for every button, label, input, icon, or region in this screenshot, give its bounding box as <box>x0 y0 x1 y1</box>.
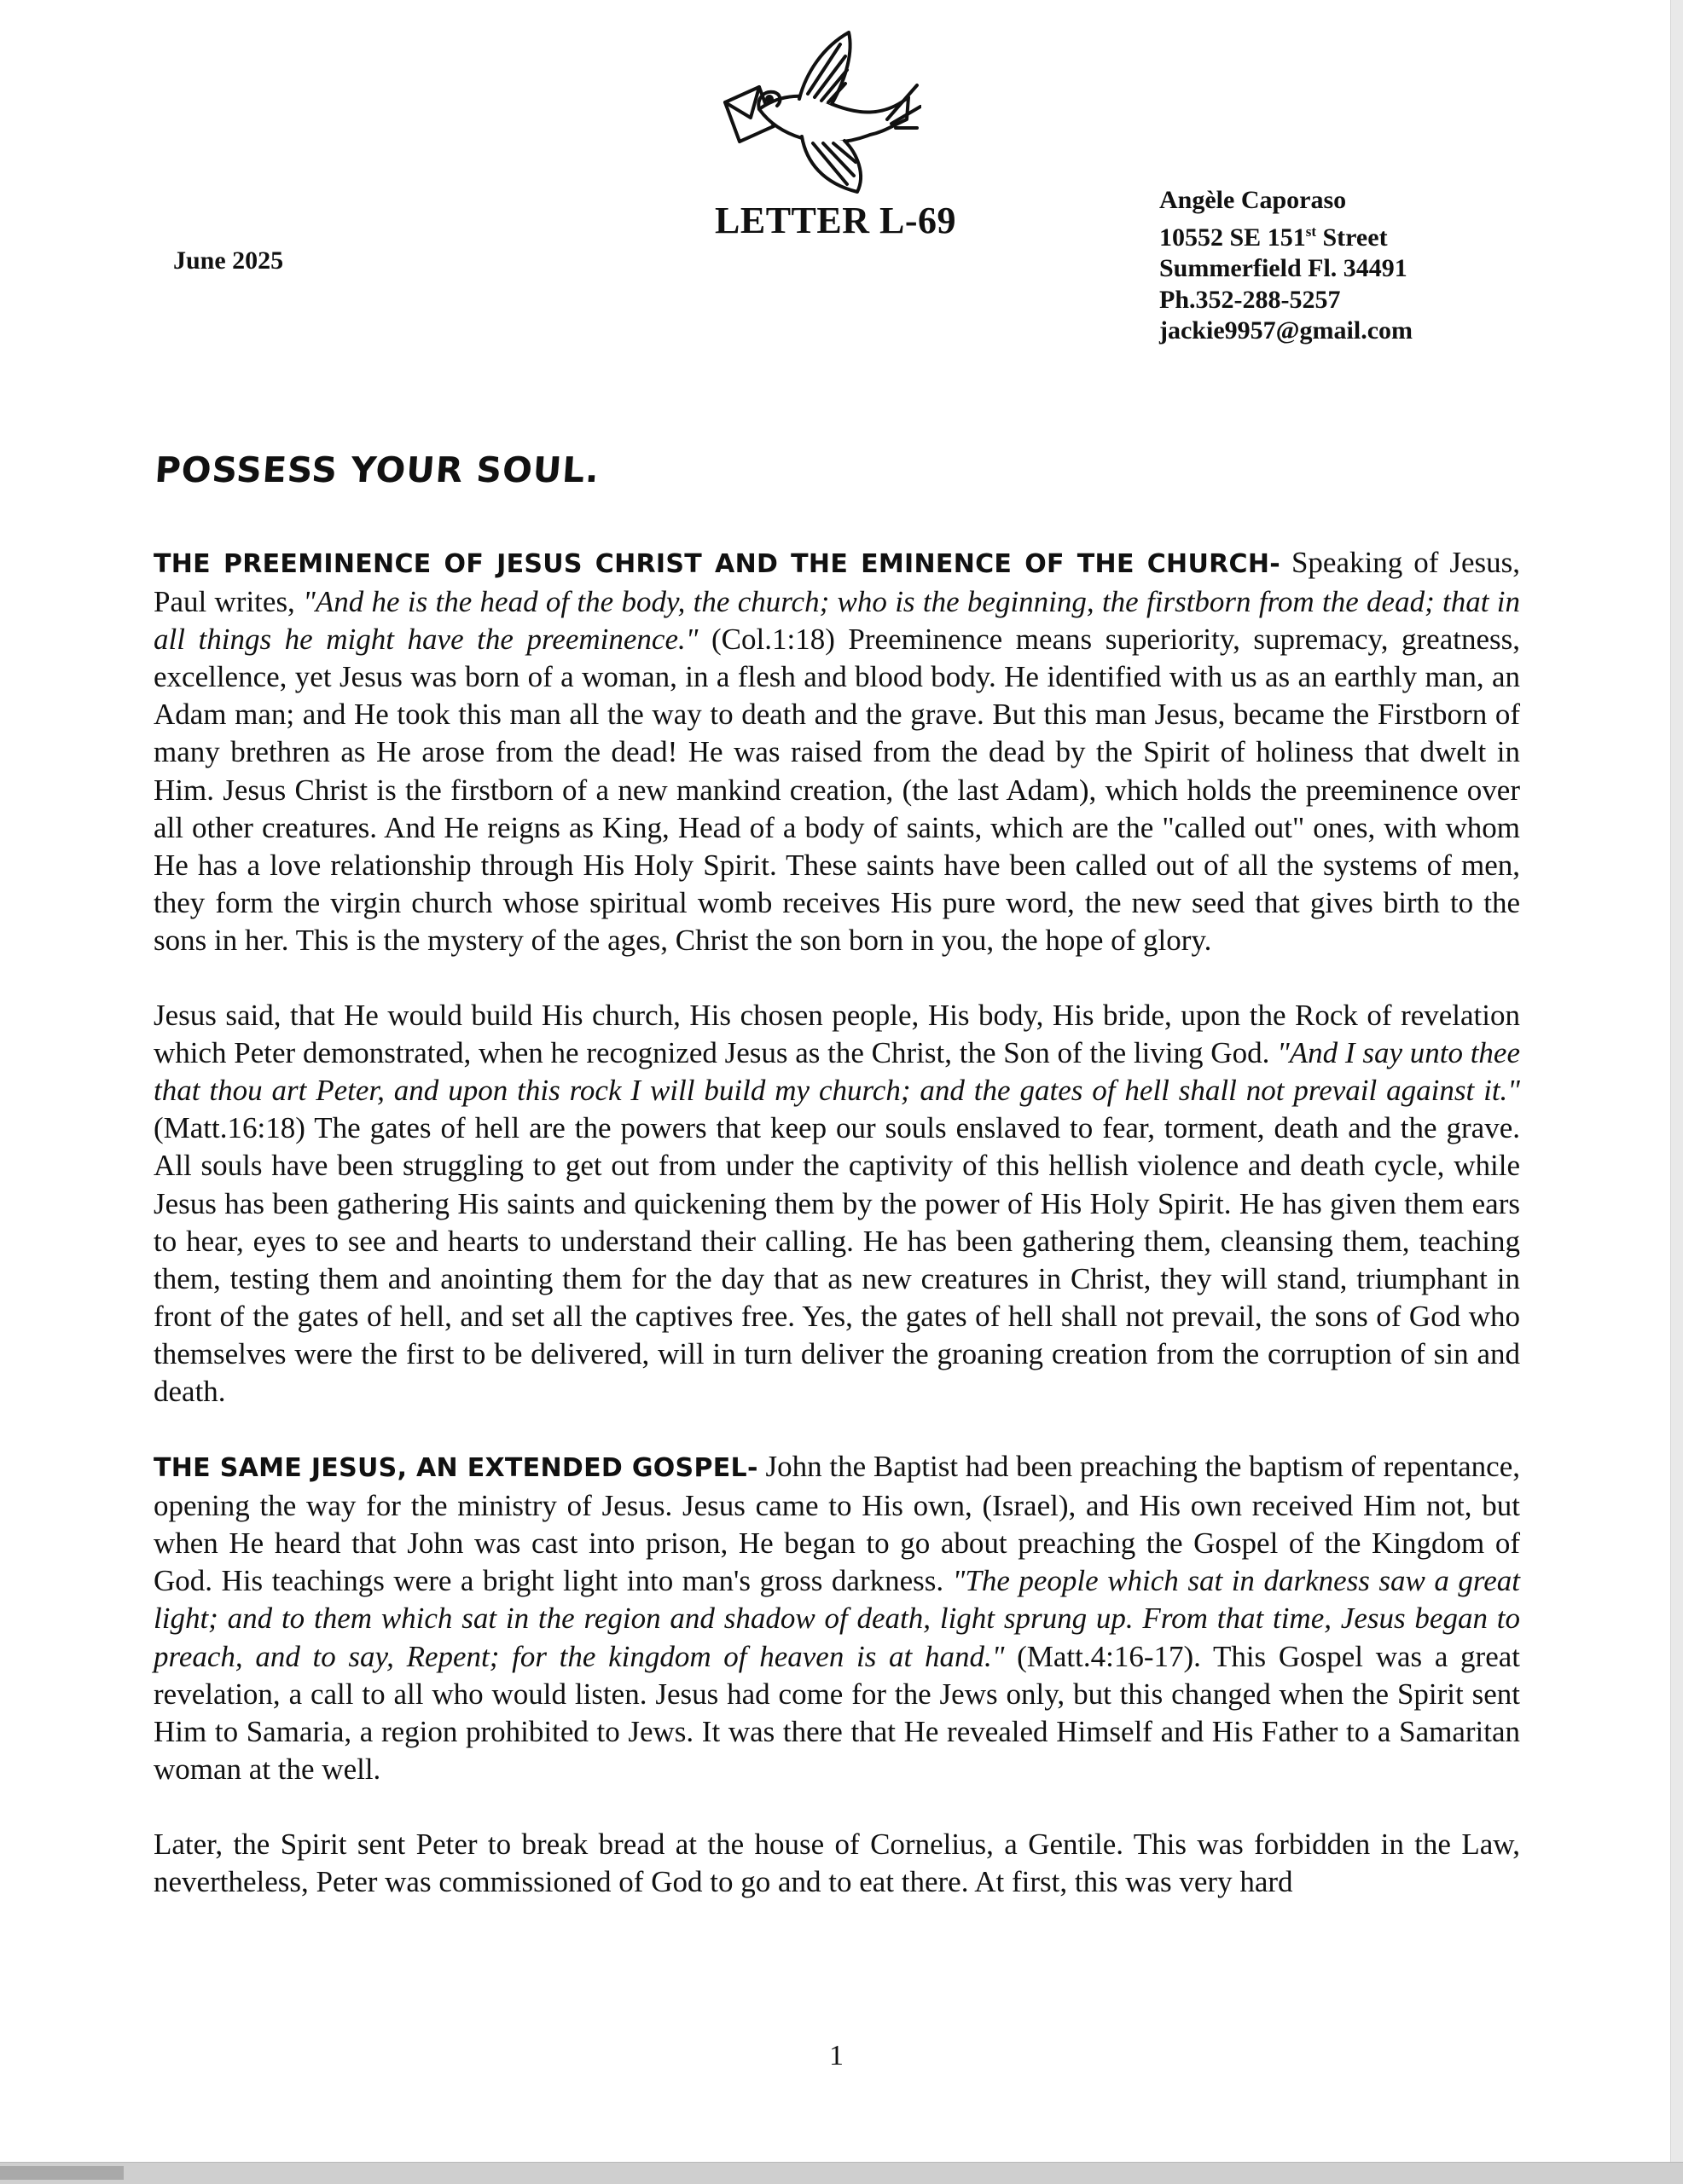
page-number: 1 <box>829 2040 844 2071</box>
document-body <box>154 544 1520 1938</box>
scripture-quote: "The people which sat in darkness saw a great light; and to them which sat in the region and shadow of death, light sprung up. From that time, Jesus began to preach, and to say, Repent; for the kingdom of heaven is at hand." <box>154 1564 1520 1673</box>
sender-address <box>1159 185 1413 347</box>
sender-name: Angèle Caporaso <box>1159 186 1347 214</box>
scripture-quote: "And I say unto thee that thou art Peter, and upon this rock I will build my church; and the gates of hell shall not prevail against it." <box>154 1036 1520 1108</box>
section-heading: THE SAME JESUS, AN EXTENDED GOSPEL- <box>154 1453 758 1484</box>
sender-phone: Ph.352-288-5257 <box>1159 285 1341 314</box>
section-heading: THE PREEMINENCE OF JESUS CHRIST AND THE EMINENCE OF THE CHURCH- <box>154 549 1280 579</box>
letter-date: June 2025 <box>173 246 284 275</box>
sender-email: jackie9957@gmail.com <box>1159 316 1413 345</box>
paragraph: Later, the Spirit sent Peter to break bread at the house of Cornelius, a Gentile. This was forbidden in the Law, nevertheless, Peter was commissioned of God to go and to eat there. At first, this was very hard <box>154 1827 1520 1898</box>
document-title: POSSESS YOUR SOUL. <box>154 449 601 490</box>
paragraph: THE SAME JESUS, AN EXTENDED GOSPEL- John the Baptist had been preaching the baptism of repentance, opening the way for the ministry of Jesus. Jesus came to His own, (Israel), and His own received Him not, but when He heard that John was cast into prison, He began to go about preaching the Gospel of the Kingdom of God. His teachings were a bright light into man's gross darkness. "The people which sat in darkness saw a great light; and to them which sat in the region and shadow of death, light sprung up. From that time, Jesus began to preach, and to say, Repent; for the kingdom of heaven is at hand." (Matt.4:16-17). This Gospel was a great revelation, a call to all who would listen. Jesus had come for the Jews only, but this changed when the Spirit sent Him to Samaria, a region prohibited to Jews. It was there that He revealed Himself and His Father to a Samaritan woman at the well. <box>154 1450 1520 1786</box>
sender-street: 10552 SE 151st Street <box>1159 223 1388 252</box>
paragraph: Jesus said, that He would build His church, His chosen people, His body, His bride, upon the Rock of revelation which Peter demonstrated, when he recognized Jesus as the Christ, the Son of the living God. "And I say unto thee that thou art Peter, and upon this rock I will build my church; and the gates of hell shall not prevail against it." (Matt.16:18) The gates of hell are the powers that keep our souls enslaved to fear, torment, death and the grave. All souls have been struggling to get out from under the captivity of this hellish violence and death cycle, while Jesus has been gathering His saints and quickening them by the power of His Holy Spirit. He has given them ears to hear, eyes to see and hearts to understand their calling. He has been gathering them, cleansing them, teaching them, testing them and anointing them for the day that as new creatures in Christ, they will stand, triumphant in front of the gates of hell, and set all the captives free. Yes, the gates of hell shall not prevail, the sons of God who themselves were the first to be delivered, will in turn deliver the groaning creation from the corruption of sin and death. <box>154 999 1520 1408</box>
sender-city: Summerfield Fl. 34491 <box>1159 254 1407 282</box>
paragraph: THE PREEMINENCE OF JESUS CHRIST AND THE EMINENCE OF THE CHURCH- Speaking of Jesus, Paul writes, "And he is the head of the body, the church; who is the beginning, the firstborn from the dead; that in all things he might have the preeminence." (Col.1:18) Preeminence means superiority, supremacy, greatness, excellence, yet Jesus was born of a woman, in a flesh and blood body. He identified with us as an earthly man, an Adam man; and He took this man all the way to death and the grave. But this man Jesus, became the Firstborn of many brethren as He arose from the dead! He was raised from the dead by the Spirit of holiness that dwelt in Him. Jesus Christ is the firstborn of a new mankind creation, (the last Adam), which holds the preeminence over all other creatures. And He reigns as King, Head of a body of saints, which are the "called out" ones, with whom He has a love relationship through His Holy Spirit. These saints have been called out of all the systems of men, they form the virgin church whose spiritual womb receives His pure word, the new seed that gives birth to the sons in her. This is the mystery of the ages, Christ the son born in you, the hope of glory. <box>154 546 1521 957</box>
letter-title: LETTER L-69 <box>715 200 957 241</box>
vertical-scrollbar[interactable] <box>1670 0 1683 2162</box>
horizontal-scrollbar[interactable] <box>0 2162 1683 2184</box>
dove-with-letter-icon <box>721 26 921 196</box>
scripture-quote: "And he is the head of the body, the church; who is the beginning, the firstborn from the dead; that in all things he might have the preeminence." <box>154 585 1520 657</box>
scrollbar-thumb[interactable] <box>0 2166 124 2180</box>
